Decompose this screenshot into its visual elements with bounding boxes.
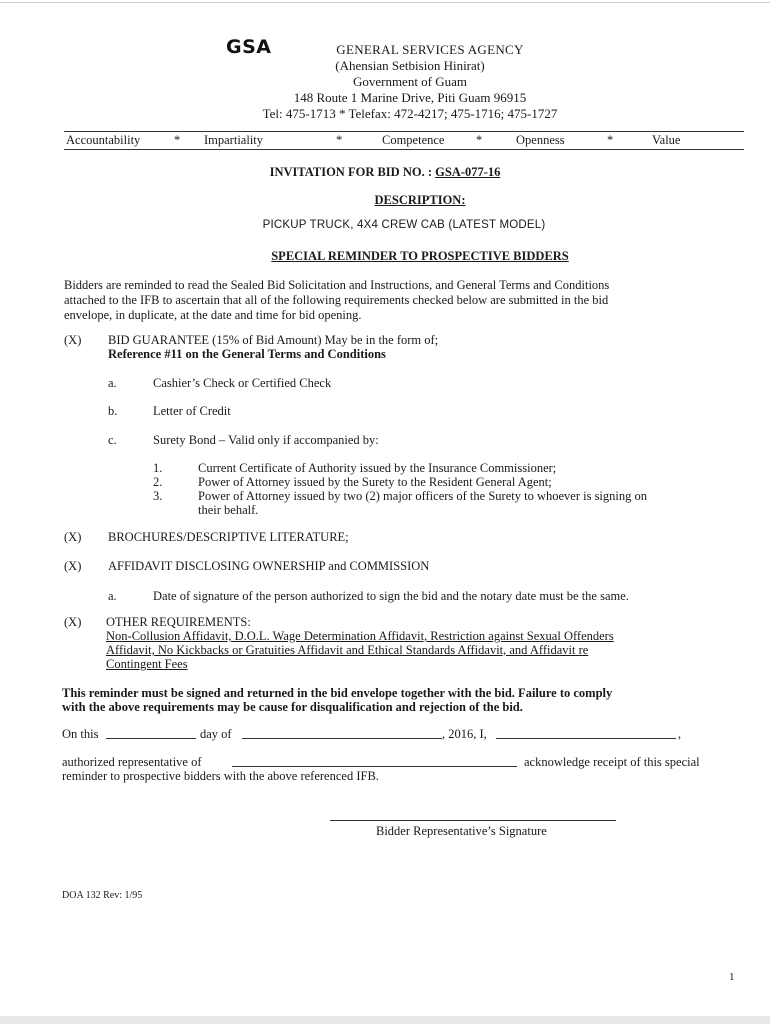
ack-line-2: reminder to prospective bidders with the above referenced IFB. (62, 769, 379, 783)
bid-number: GSA-077-16 (435, 165, 501, 179)
bid-guarantee-mark: (X) (64, 333, 82, 347)
value-competence: Competence (382, 133, 445, 147)
description-heading: DESCRIPTION: (374, 193, 466, 207)
affidavit-title: AFFIDAVIT DISCLOSING OWNERSHIP and COMMISSION (108, 559, 430, 573)
surety-item-continued: their behalf. (198, 503, 259, 517)
reminder-heading: SPECIAL REMINDER TO PROSPECTIVE BIDDERS (271, 249, 569, 263)
value-accountability: Accountability (66, 133, 141, 147)
agency-address: 148 Route 1 Marine Drive, Piti Guam 96915 (293, 90, 527, 105)
agency-phone: Tel: 475-1713 * Telefax: 472-4217; 475-1716; 475-1727 (262, 106, 558, 121)
value-openness: Openness (516, 133, 565, 147)
value-impartiality: Impartiality (204, 133, 264, 147)
value-separator: * (607, 133, 614, 147)
affidavit-sub-text: Date of signature of the person authorized to sign the bid and the notary date must be the same. (153, 589, 629, 603)
option-cashiers-check: Cashier’s Check or Certified Check (153, 376, 332, 390)
ack-comma: , (678, 727, 682, 741)
agency-local-name: (Ahensian Setbision Hinirat) (335, 58, 485, 73)
form-code: DOA 132 Rev: 1/95 (62, 890, 143, 901)
letterhead (200, 42, 620, 122)
ack-receipt-text: acknowledge receipt of this special (524, 755, 700, 769)
gsa-logo: GSA (226, 36, 272, 58)
scan-bottom-edge (0, 1016, 770, 1024)
day-field[interactable] (106, 727, 196, 743)
value-value: Value (652, 133, 681, 147)
government-name: Government of Guam (352, 74, 468, 89)
ack-day-of: day of (200, 727, 232, 741)
other-requirements-line: Contingent Fees (106, 657, 188, 671)
top-border (0, 2, 770, 3)
intro-paragraph: Bidders are reminded to read the Sealed Bid Solicitation and Instructions, and General Terms and Conditions attached to the IFB to ascertain that all of the following requirements checked below are submitted in the bid envelope, in duplicate, at the date and time for bid opening. (64, 278, 610, 322)
bid-guarantee-reference: Reference #11 on the General Terms and Conditions (108, 347, 386, 361)
agency-name: GENERAL SERVICES AGENCY (336, 42, 524, 57)
surety-item: Power of Attorney issued by the Surety to the Resident General Agent; (198, 475, 552, 489)
surety-item-number: 2. (153, 475, 163, 489)
page-number: 1 (729, 971, 735, 983)
warning-text: with the above requirements may be cause for disqualification and rejection of the bid. (62, 700, 523, 714)
name-field[interactable] (496, 727, 676, 743)
surety-item-number: 1. (153, 461, 163, 475)
value-separator: * (476, 133, 483, 147)
option-letter-of-credit: Letter of Credit (153, 404, 231, 418)
signature-label: Bidder Representative’s Signature (376, 824, 547, 838)
invitation-prefix: INVITATION FOR BID NO. : (269, 165, 436, 179)
month-field[interactable] (242, 727, 442, 743)
brochures-mark: (X) (64, 530, 82, 544)
other-requirements-mark: (X) (64, 615, 82, 629)
core-values-bar (64, 131, 744, 150)
ack-on-this: On this (62, 727, 99, 741)
warning-text: This reminder must be signed and returned in the bid envelope together with the bid. Failure to comply (62, 686, 613, 700)
surety-item-number: 3. (153, 489, 163, 503)
value-separator: * (174, 133, 181, 147)
description-text: PICKUP TRUCK, 4X4 CREW CAB (LATEST MODEL) (262, 219, 546, 231)
bid-guarantee-title: BID GUARANTEE (15% of Bid Amount) May be in the form of; (108, 333, 439, 347)
invitation-title (0, 165, 770, 180)
ack-year: , 2016, I, (442, 727, 487, 741)
surety-item: Power of Attorney issued by two (2) major officers of the Surety to whoever is signing on (198, 489, 647, 503)
option-letter: a. (108, 376, 117, 390)
brochures-title: BROCHURES/DESCRIPTIVE LITERATURE; (108, 530, 349, 544)
other-requirements-line: Non-Collusion Affidavit, D.O.L. Wage Determination Affidavit, Restriction against Sexual Offenders (106, 629, 614, 643)
surety-item: Current Certificate of Authority issued by the Insurance Commissioner; (198, 461, 557, 475)
affidavit-mark: (X) (64, 559, 82, 573)
option-letter: c. (108, 433, 117, 447)
option-surety-bond: Surety Bond – Valid only if accompanied by: (153, 433, 379, 447)
signature-line[interactable] (330, 820, 616, 821)
other-requirements-title: OTHER REQUIREMENTS: (106, 615, 251, 629)
option-letter: b. (108, 404, 118, 418)
affidavit-sub-letter: a. (108, 589, 117, 603)
value-separator: * (336, 133, 343, 147)
other-requirements-line: Affidavit, No Kickbacks or Gratuities Affidavit and Ethical Standards Affidavit, and Affidavit re (106, 643, 589, 657)
ack-authorized: authorized representative of (62, 755, 202, 769)
